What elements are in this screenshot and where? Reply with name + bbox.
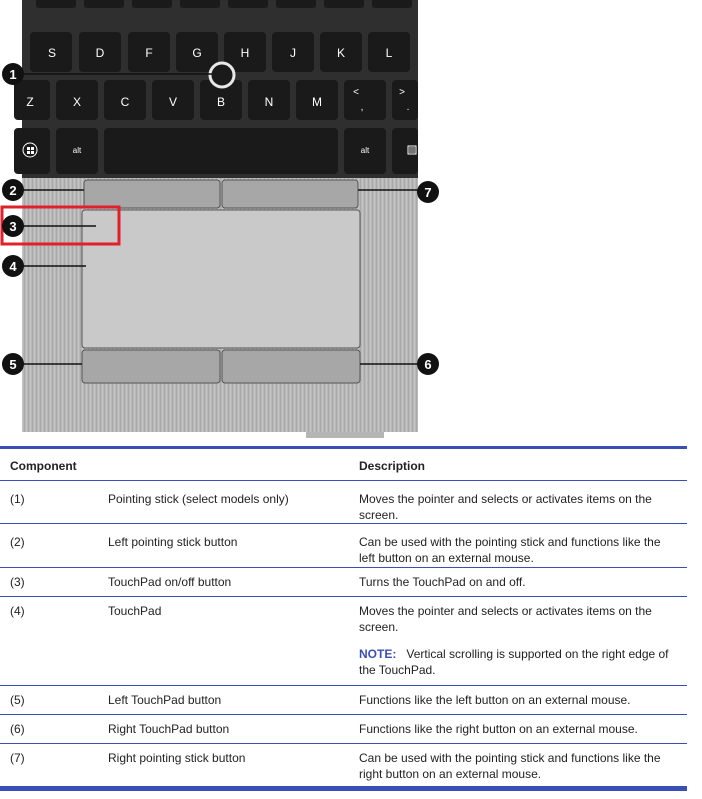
key-label: G	[192, 46, 202, 60]
callout-3	[2, 215, 24, 237]
note-text: Vertical scrolling is supported on the right edge of the TouchPad.	[359, 647, 669, 677]
row-number: (5)	[10, 693, 25, 707]
row-number: (2)	[10, 535, 25, 549]
alt-key-label: alt	[360, 146, 370, 155]
row-component: Pointing stick (select models only)	[108, 492, 289, 506]
table-header	[0, 449, 687, 481]
deck-slot	[306, 432, 384, 438]
key-label: <	[353, 87, 359, 98]
row-component: Right pointing stick button	[108, 751, 246, 765]
header-description: Description	[359, 459, 426, 473]
row-number: (1)	[10, 492, 25, 506]
key-label: D	[95, 46, 105, 60]
key-label: V	[168, 95, 178, 109]
callout-number: 3	[9, 219, 17, 234]
alt-key-label: alt	[72, 146, 82, 155]
key-label: S	[47, 46, 57, 60]
key-label: B	[216, 95, 226, 109]
table-bottom-rule	[0, 786, 687, 791]
callout-number: 4	[9, 259, 17, 274]
key-label: .	[406, 102, 410, 113]
row-description: Turns the TouchPad on and off.	[359, 575, 526, 589]
key-label: K	[336, 46, 346, 60]
row-number: (6)	[10, 722, 25, 736]
key-label: F	[145, 46, 153, 60]
key-label: J	[290, 46, 296, 60]
table-row	[0, 715, 687, 744]
left-pointing-stick-button	[84, 180, 220, 208]
pointing-stick	[210, 63, 234, 87]
component-table	[0, 446, 687, 791]
row-component: Left pointing stick button	[108, 535, 238, 549]
callout-4	[2, 255, 24, 277]
table-row	[0, 686, 687, 715]
row-number: (7)	[10, 751, 25, 765]
table-row	[0, 568, 687, 597]
row-description: Moves the pointer and selects or activates items on the screen.	[359, 604, 652, 634]
key-label: C	[120, 95, 130, 109]
table-row	[0, 597, 687, 686]
table-row	[0, 744, 687, 786]
row-note	[359, 646, 679, 678]
callout-6	[417, 353, 439, 375]
callout-number: 7	[424, 185, 432, 200]
note-label: NOTE:	[359, 647, 397, 661]
key-label: H	[240, 46, 250, 60]
touchpad-surface	[82, 210, 360, 348]
row-component: TouchPad	[108, 604, 162, 618]
key-label: N	[264, 95, 274, 109]
callout-2	[2, 179, 24, 201]
table-row	[0, 481, 687, 524]
key-label: Z	[26, 95, 34, 109]
callout-number: 5	[9, 357, 17, 372]
table-row	[0, 524, 687, 568]
key-label: >	[399, 87, 405, 98]
header-component: Component	[10, 459, 77, 473]
callout-1	[2, 63, 24, 85]
row-description: Functions like the right button on an external mouse.	[359, 722, 638, 736]
key-label: ,	[360, 102, 364, 113]
key-row-bottom	[14, 128, 418, 174]
row-component: TouchPad on/off button	[108, 575, 232, 589]
callout-5	[2, 353, 24, 375]
key-label: L	[385, 46, 393, 60]
right-touchpad-button	[222, 350, 360, 383]
row-description: Can be used with the pointing stick and functions like the left button on an external mouse.	[359, 535, 661, 565]
row-number: (3)	[10, 575, 25, 589]
left-touchpad-button	[82, 350, 220, 383]
key-label: X	[72, 95, 82, 109]
key-label: M	[312, 95, 322, 109]
row-component: Right TouchPad button	[108, 722, 230, 736]
callout-number: 1	[9, 67, 17, 82]
right-pointing-stick-button	[222, 180, 358, 208]
callout-7	[417, 181, 439, 203]
callout-number: 2	[9, 183, 17, 198]
callout-number: 6	[424, 357, 432, 372]
row-description: Moves the pointer and selects or activates items on the screen.	[359, 492, 652, 522]
row-number: (4)	[10, 604, 25, 618]
row-description: Functions like the left button on an external mouse.	[359, 693, 631, 707]
row-component: Left TouchPad button	[108, 693, 222, 707]
row-description: Can be used with the pointing stick and functions like the right button on an external mouse.	[359, 751, 661, 781]
